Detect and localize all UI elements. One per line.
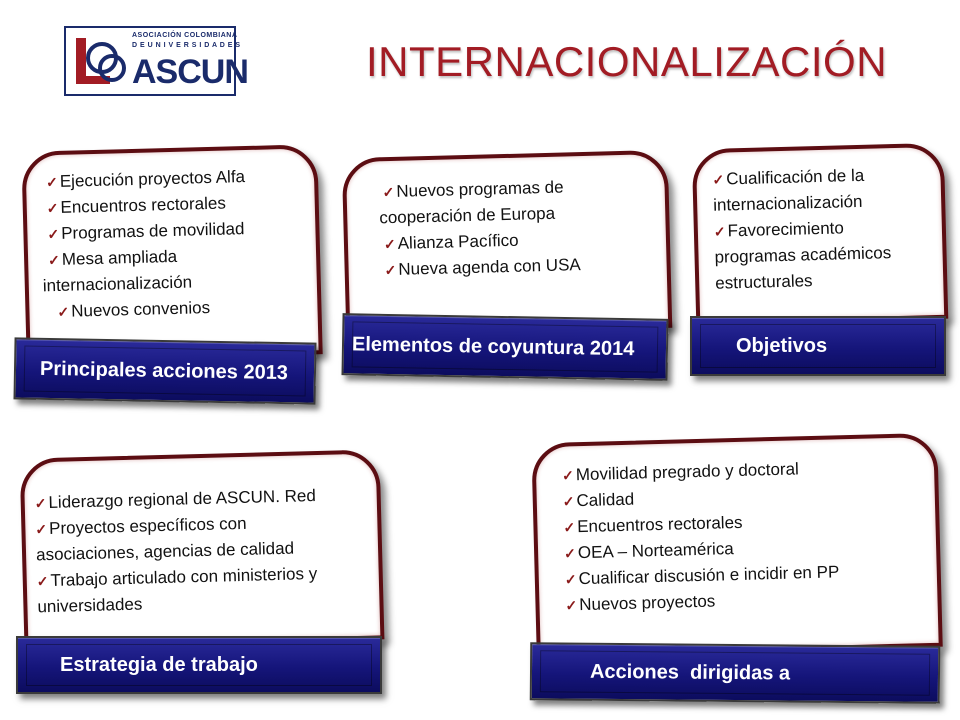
label-bar-objetivos (690, 316, 946, 376)
list-item: ✓Nuevos convenios (57, 298, 211, 321)
card-coyuntura-2014 (342, 150, 673, 336)
logo-text-line1: ASOCIACIÓN COLOMBIANA (132, 32, 238, 39)
card-acciones-dirigidas (531, 433, 942, 658)
checkmark-icon: ✓ (713, 223, 726, 240)
checkmark-icon: ✓ (561, 467, 575, 484)
label-bar-estrategia-trabajo (16, 636, 382, 694)
list-item: ✓Mesa ampliada (47, 246, 178, 269)
list-item: ✓Programas de movilidad (47, 219, 245, 243)
list-objetivos (696, 147, 944, 297)
checkmark-icon: ✓ (46, 199, 59, 217)
ascun-emblem-icon (70, 32, 128, 92)
list-item: ✓Nuevos programas de (382, 177, 564, 201)
checkmark-icon: ✓ (565, 597, 578, 614)
list-item: ✓Cualificación de la (712, 165, 865, 189)
list-acciones-2013 (25, 148, 317, 325)
list-item: ✓Ejecución proyectos Alfa (45, 167, 246, 191)
list-item: ✓Calidad (562, 489, 635, 511)
list-item: ✓Cualificar discusión e incidir en PP (564, 562, 840, 589)
list-item-continuation: internacionalización (712, 191, 863, 215)
checkmark-icon: ✓ (712, 171, 725, 188)
list-item: ✓Liderazgo regional de ASCUN. Red (34, 486, 317, 512)
card-estrategia-trabajo (20, 449, 385, 648)
list-item-continuation: asociaciones, agencias de calidad (35, 538, 295, 565)
logo-name: ASCUN (132, 53, 248, 91)
list-item: ✓Encuentros rectorales (46, 193, 227, 217)
list-item-continuation: internacionalización (42, 272, 193, 296)
label-bar-acciones-dirigidas (530, 642, 940, 704)
list-item: ✓Alianza Pacífico (383, 230, 519, 253)
checkmark-icon: ✓ (47, 225, 60, 243)
card-objetivos (692, 143, 949, 326)
checkmark-icon: ✓ (562, 493, 575, 510)
list-item-continuation: universidades (37, 594, 143, 617)
card-acciones-2013 (21, 144, 322, 362)
list-item: ✓OEA – Norteamérica (563, 539, 734, 563)
label-bar-coyuntura-2014 (341, 313, 668, 381)
list-item: ✓Trabajo articulado con ministerios y (36, 563, 318, 590)
checkmark-icon: ✓ (383, 235, 396, 253)
bar-label: Acciones dirigidas a (589, 660, 791, 684)
checkmark-icon: ✓ (382, 183, 395, 201)
list-item: ✓Favorecimiento (713, 218, 845, 241)
checkmark-icon: ✓ (47, 251, 61, 269)
checkmark-icon: ✓ (35, 521, 48, 538)
bar-label: Estrategia de trabajo (60, 653, 258, 676)
list-item-continuation: programas académicos (714, 243, 892, 267)
logo-text-line2: D E U N I V E R S I D A D E S (132, 42, 241, 49)
checkmark-icon: ✓ (57, 303, 70, 321)
list-item: ✓Encuentros rectorales (563, 512, 743, 537)
list-item: ✓Nueva agenda con USA (384, 255, 581, 279)
list-item-continuation: estructurales (715, 271, 813, 293)
checkmark-icon: ✓ (34, 495, 47, 512)
list-estrategia-trabajo (24, 453, 380, 620)
bar-label: Objetivos (736, 334, 828, 357)
list-item: ✓Movilidad pregrado y doctoral (561, 459, 800, 485)
list-acciones-dirigidas (535, 437, 937, 619)
list-item: ✓Proyectos específicos con (35, 513, 247, 538)
checkmark-icon: ✓ (384, 261, 397, 279)
checkmark-icon: ✓ (563, 519, 576, 536)
checkmark-icon: ✓ (563, 545, 577, 562)
list-item-continuation: cooperación de Europa (379, 203, 556, 228)
list-coyuntura-2014 (346, 154, 667, 284)
list-item: ✓Nuevos proyectos (565, 591, 716, 615)
page-title: INTERNACIONALIZACIÓN (366, 38, 888, 85)
bar-label: Elementos de coyuntura 2014 (351, 332, 635, 360)
ascun-logo (64, 26, 248, 96)
label-bar-acciones-2013 (13, 337, 316, 404)
checkmark-icon: ✓ (36, 573, 49, 590)
checkmark-icon: ✓ (564, 571, 577, 588)
checkmark-icon: ✓ (45, 173, 59, 191)
bar-label: Principales acciones 2013 (39, 357, 289, 384)
